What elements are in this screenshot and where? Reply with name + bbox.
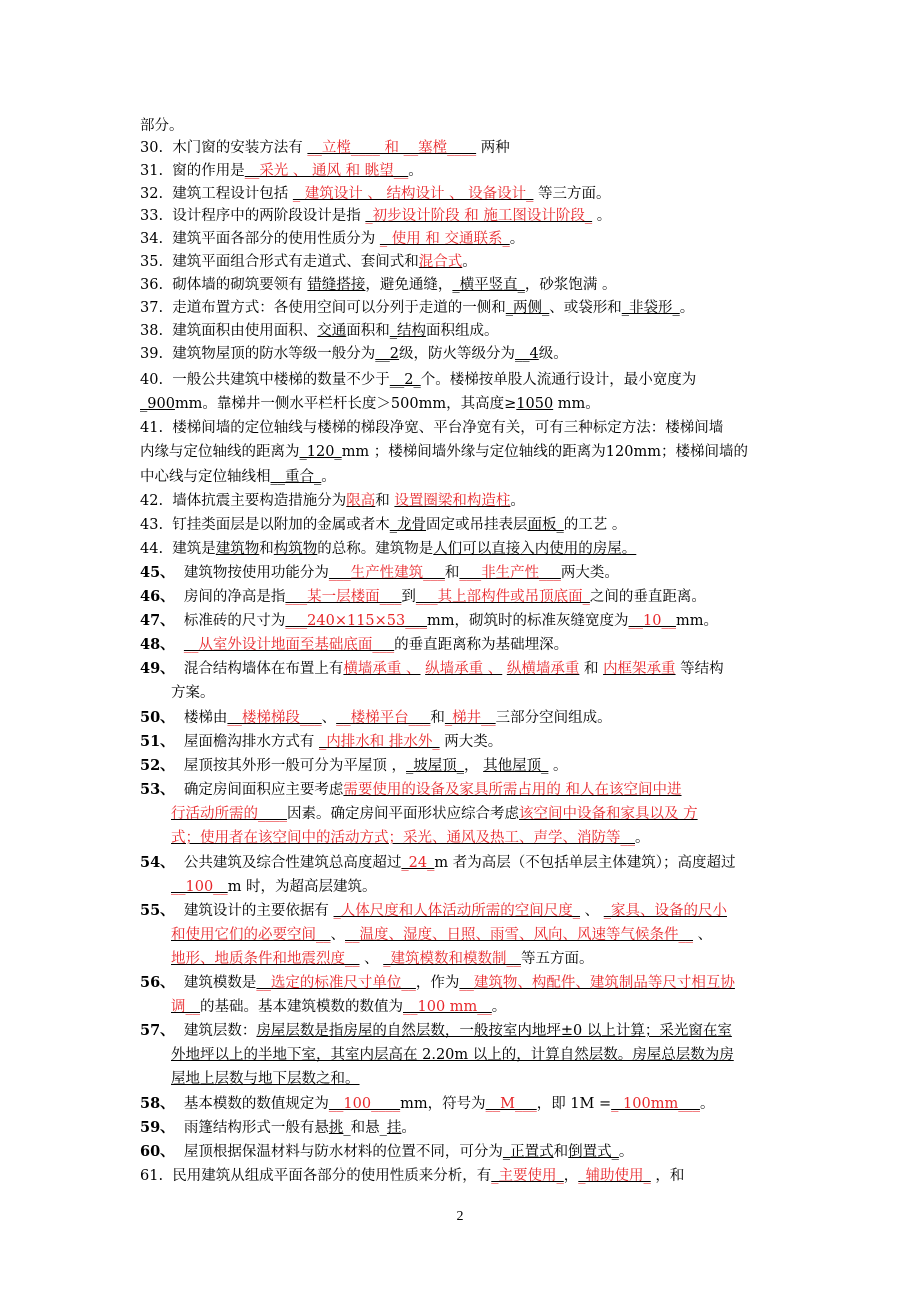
question-text: 建筑平面各部分的使用性质分为 [172,231,380,247]
answer-text: __选定的标准尺寸单位__ [256,975,416,991]
answer-text: 纵墙承重 、 [425,661,503,677]
answer-text: _主要使用_ [491,1168,564,1184]
question-text: 到 [401,589,416,605]
text-line [140,539,790,559]
question-text: 和 [430,710,445,726]
answer-text: _初步设计阶段 和 施工图设计阶段_ [365,208,593,224]
question-text: 。 [462,254,477,270]
question-text: _和悬_ [343,1120,387,1136]
underlined-text: 面板_ [527,517,564,533]
question-text: 房间的净高是指 [183,589,286,605]
text-line [140,344,790,364]
question-text: ，作为 [415,975,460,991]
answer-text: __建筑物、构配件、建筑制品等尺寸相互协 [459,975,735,991]
text-line [171,828,791,848]
question-text: 基本模数的数值规定为 [183,1096,329,1112]
question-text: 建筑物按使用功能分为 [183,565,329,581]
answer-text: _ 使用 和 交通联系_ [379,231,510,247]
item-number: 56、 [140,974,175,991]
underlined-text: 倒置式_ [568,1144,619,1160]
item-number: 46、 [140,588,175,605]
text-line [140,1166,790,1186]
answer-text: 式；使用者在该空间中的活动方式；采光、通风及热工、声学、消防等__ [171,830,635,846]
item-number: 59、 [140,1119,175,1136]
answer-text: 该空间中设备和家具以及 方 [519,806,698,822]
text-line [140,1021,790,1041]
question-text: 和 [375,493,395,509]
question-text: 建筑层数： [183,1023,257,1039]
item-number: 41. [140,420,164,436]
question-text: 的工艺 。 [563,517,627,533]
question-text: 。 [401,1120,416,1136]
question-text: 建筑平面组合形式有走道式、套间式和 [172,254,419,270]
text-line [140,206,790,226]
question-text: 两大类。 [560,565,619,581]
question-text: 一般公共建筑中楼梯的数量不少于 [172,372,390,388]
text-line [140,161,790,181]
question-text: 建筑模数是 [183,975,257,991]
answer-text: __温度、湿度、日照、雨雪、风向、风速等气候条件__ [345,927,693,943]
underlined-text: 房屋层数是指房屋的自然层数，一般按室内地坪±0 以上计算；采光窗在室 [256,1023,732,1039]
text-line [171,949,791,969]
question-text: 。 [618,1144,634,1160]
text-line [140,138,790,158]
question-text: mm，符号为 [400,1096,486,1112]
question-text: 和 [444,565,460,581]
underlined-text: __2 [375,346,400,362]
question-text: 的总称。建筑物是 [317,541,434,557]
question-text: 和 [259,541,274,557]
question-text: 。 [548,758,568,774]
item-number: 36. [140,277,164,293]
text-line [140,587,790,607]
answer-text: __采光 、 通风 和 眺望__ [244,163,409,179]
question-text: 面积组成。 [426,323,499,339]
text-line [140,370,790,390]
text-line [140,780,790,800]
question-text: 木门窗的安装方法有 [172,140,308,156]
text-line [140,563,790,583]
item-number: 57、 [140,1022,175,1039]
question-text: ，避免通缝， [365,277,453,293]
question-text: 建筑是 [172,541,216,557]
page-number: 2 [456,1209,464,1224]
text-line [171,925,791,945]
question-text: 民用建筑从组成平面各部分的使用性质来分析，有 [172,1168,492,1184]
item-number: 47、 [140,612,175,629]
underlined-text: __重合_ [270,469,322,485]
question-text: mm。靠梯井一侧水平栏杆长度＞500mm，其高度≥ [174,396,517,412]
question-text: 等五方面。 [520,951,594,967]
text-line [140,252,790,272]
text-line [140,756,790,776]
text-line [140,853,790,873]
question-text: 部分。 [140,118,184,134]
question-text: 。 [510,493,525,509]
answer-text: 内框架承重 [603,661,676,677]
item-number: 31. [140,163,164,179]
text-line [140,973,790,993]
question-text: 面积和 [346,323,390,339]
question-text: 钉挂类面层是以附加的金属或者木 [172,517,390,533]
underlined-text: _两侧_ [505,300,550,316]
question-text: 雨篷结构形式一般有悬 [183,1120,329,1136]
answer-text: ___其上部构件或吊顶底面_ [415,589,590,605]
item-number: 34. [140,231,164,247]
item-number: 42. [140,493,164,509]
item-number: 33. [140,208,164,224]
answer-text: 混合式 [418,254,463,270]
answer-text: ___生产性建筑___ [328,565,445,581]
answer-text: __10__ [628,613,676,629]
question-text: 的基础。基本建筑模数的数值为 [200,999,403,1015]
question-text: 建筑面积由使用面积、 [172,323,318,339]
question-text: mm，砌筑时的标准灰缝宽度为 [427,613,629,629]
item-number: 39. [140,346,164,362]
answer-text: __100 mm__ [403,999,492,1015]
answer-text: 横墙承重 、 [343,661,421,677]
answer-text: _家具、设备的尺小 [603,903,727,919]
answer-text: _梯井__ [444,710,496,726]
question-text: 标准砖的尺寸为 [183,613,286,629]
question-text: 屋顶根据保温材料与防水材料的位置不同，可分为 [183,1144,503,1160]
underlined-text: 挂 [386,1120,402,1136]
text-line [140,1142,790,1162]
question-text: 确定房间面积应主要考虑 [183,782,344,798]
answer-text: 纵横墙承重 [506,661,580,677]
item-number: 30. [140,140,164,156]
answer-text: __M___ [485,1096,537,1112]
item-number: 60、 [140,1143,175,1160]
question-text: 、 [580,903,604,919]
item-number: 49、 [140,660,175,677]
question-text: ，和 [650,1168,685,1184]
text-line [140,184,790,204]
item-number: 44. [140,541,164,557]
question-text: m 时，为超高层建筑。 [227,879,377,895]
item-number: 35. [140,254,164,270]
text-line [140,1118,790,1138]
item-number: 52、 [140,757,175,774]
question-text: 和 [579,661,604,677]
text-line [140,418,790,438]
question-text: 三部分空间组成。 [495,710,612,726]
question-text: 固定或吊挂表层 [426,517,528,533]
question-text: mm。 [675,613,718,629]
question-text: 设计程序中的两阶段设计是指 [172,208,366,224]
answer-text: 需要使用的设备及家具所需占用的 和人在该空间中进 [343,782,682,798]
text-line [140,298,790,318]
underlined-text: _坡屋顶_ [406,758,465,774]
question-text: 和 [553,1144,569,1160]
question-text: 公共建筑及综合性建筑总高度超过 [183,855,402,871]
text-line [140,901,790,921]
question-text: 、 [359,951,384,967]
answer-text: 行活动所需的____ [171,806,287,822]
underlined-text: 建筑物 [215,541,260,557]
item-number: 50、 [140,709,175,726]
underlined-text: 构筑物 [273,541,318,557]
answer-text: 限高 [346,493,376,509]
question-text: 、或袋形和 [549,300,622,316]
text-line [140,515,790,535]
underlined-text: 交通 [317,323,347,339]
question-text: 。 [592,208,612,224]
item-number: 45、 [140,564,175,581]
text-line [140,229,790,249]
question-text: 窗的作用是 [172,163,245,179]
question-text: 级。 [538,346,568,362]
underlined-text: 1050 [516,396,554,412]
answer-text: _ 100mm___ [611,1096,700,1112]
question-text: mm ；楼梯间墙外缘与定位轴线的距离为120mm；楼梯间墙的 [341,444,748,460]
question-text: 之间的垂直距离。 [589,589,706,605]
underlined-text: 外地坪以上的半地下室，其室内层高在 2.20m 以上的，计算自然层数。房屋总层数为房 [171,1047,734,1063]
underlined-text: 人们可以直接入内使用的房屋。 [433,541,637,557]
answer-text: _24_ [401,855,435,871]
underlined-text: __2_ [389,372,421,388]
underlined-text: _120_ [299,444,342,460]
question-text: 方案。 [171,685,215,701]
question-text: 。 [408,163,423,179]
answer-text: 地形、地质条件和地震烈度__ [171,951,360,967]
text-line [140,708,790,728]
answer-text: __100__ [171,879,228,895]
text-line [171,877,791,897]
underlined-text: _非袋形_ [621,300,680,316]
question-text: m 者为高层（不包括单层主体建筑）；高度超过 [434,855,736,871]
answer-text: 和使用它们的必要空间__ [171,927,331,943]
text-line [140,1094,790,1114]
item-number: 32. [140,186,164,202]
question-text: 。 [509,231,525,247]
text-line [171,1069,791,1089]
answer-text: ___某一层楼面___ [285,589,402,605]
underlined-text: 其他屋顶_ [483,758,549,774]
answer-text: ___240×115×53___ [285,613,428,629]
question-text: 、 [321,710,337,726]
underlined-text: 错缝搭接 [307,277,366,293]
text-line [140,116,790,136]
question-text: 。 [635,830,650,846]
underlined-text: _正置式 [502,1144,554,1160]
item-number: 40. [140,372,164,388]
underlined-text: _横平竖直_ [452,277,525,293]
question-text: 级，防火等级分为 [399,346,516,362]
text-line [171,683,791,703]
question-text: 屋顶按其外形一般可分为平屋顶 ， [183,758,407,774]
question-text: 屋面檐沟排水方式有 [183,734,320,750]
text-line [171,804,791,824]
question-text: ， [464,758,484,774]
item-number: 51、 [140,733,175,750]
question-text: 砌体墙的砌筑要领有 [172,277,308,293]
question-text: ，砂浆饱满 。 [524,277,617,293]
question-text: 。 [679,300,695,316]
question-text: 因素。确定房间平面形状应综合考虑 [287,806,519,822]
answer-text: __楼梯平台___ [336,710,431,726]
text-line [140,732,790,752]
text-line [140,394,790,414]
question-text: 。 [699,1096,715,1112]
item-number: 54、 [140,854,175,871]
answer-text: __从室外设计地面至基础底面___ [183,637,395,653]
item-number: 61. [140,1168,164,1184]
question-text: 内缘与定位轴线的距离为 [140,444,300,460]
text-line [140,442,790,462]
question-text: ，即 1M = [536,1096,612,1112]
question-text: ， [563,1168,579,1184]
question-text: 等结构 [675,661,724,677]
answer-text: _内排水和 排水外_ [319,734,440,750]
question-text: 。 [321,469,336,485]
answer-text: 调__ [171,999,200,1015]
item-number: 58、 [140,1095,175,1112]
answer-text: __立樘____ 和 __塞樘____ [307,140,477,156]
question-text: 中心线与定位轴线相 [140,469,271,485]
answer-text: 设置圈梁和构造柱 [394,493,511,509]
text-line [140,491,790,511]
item-number: 53、 [140,781,175,798]
question-text: 、 [693,927,713,943]
answer-text: ___非生产性___ [459,565,561,581]
text-line [171,1045,791,1065]
answer-text: __楼梯梯段___ [227,710,322,726]
answer-text: _人体尺度和人体活动所需的空间尺度_ [333,903,581,919]
question-text: 建筑物屋顶的防水等级一般分为 [172,346,376,362]
answer-text: _ 建筑设计 、 结构设计 、 设备设计_ [292,186,534,202]
answer-text: __100____ [328,1096,401,1112]
question-text: 的垂直距离称为基础埋深。 [394,637,569,653]
question-text: 个。楼梯按单股人流通行设计，最小宽度为 [420,372,697,388]
text-line [140,611,790,631]
question-text: 楼梯由 [183,710,228,726]
question-text: 建筑设计的主要依据有 [183,903,334,919]
item-number: 37. [140,300,164,316]
question-text: 等三方面。 [533,186,611,202]
text-line [140,321,790,341]
question-text: 墙体抗震主要构造措施分为 [172,493,347,509]
item-number: 48、 [140,636,175,653]
text-line [140,635,790,655]
question-text: 两大类。 [439,734,503,750]
underlined-text: 挑 [328,1120,344,1136]
question-text: 混合结构墙体在布置上有 [183,661,344,677]
question-text: mm。 [553,396,600,412]
question-text: 、 [330,927,345,943]
question-text: 两种 [476,140,510,156]
item-number: 55、 [140,902,175,919]
question-text: 楼梯间墙的定位轴线与楼梯的梯段净宽、平台净宽有关，可有三种标定方法：楼梯间墙 [172,420,724,436]
question-text: 走道布置方式：各使用空间可以分列于走道的一侧和 [172,300,506,316]
underlined-text: 屋地上层数与地下层数之和。 [171,1071,360,1087]
answer-text: _辅助使用_ [578,1168,651,1184]
underlined-text: __4 [515,346,539,362]
underlined-text: _结构 [389,323,427,339]
question-text: 建筑工程设计包括 [172,186,293,202]
answer-text: _建筑模数和模数制__ [383,951,521,967]
underlined-text: _龙骨 [389,517,427,533]
item-number: 43. [140,517,164,533]
text-line [140,467,790,487]
underlined-text: _900 [140,396,175,412]
item-number: 38. [140,323,164,339]
text-line [140,659,790,679]
text-line [140,275,790,295]
text-line [171,997,791,1017]
question-text: 。 [491,999,507,1015]
